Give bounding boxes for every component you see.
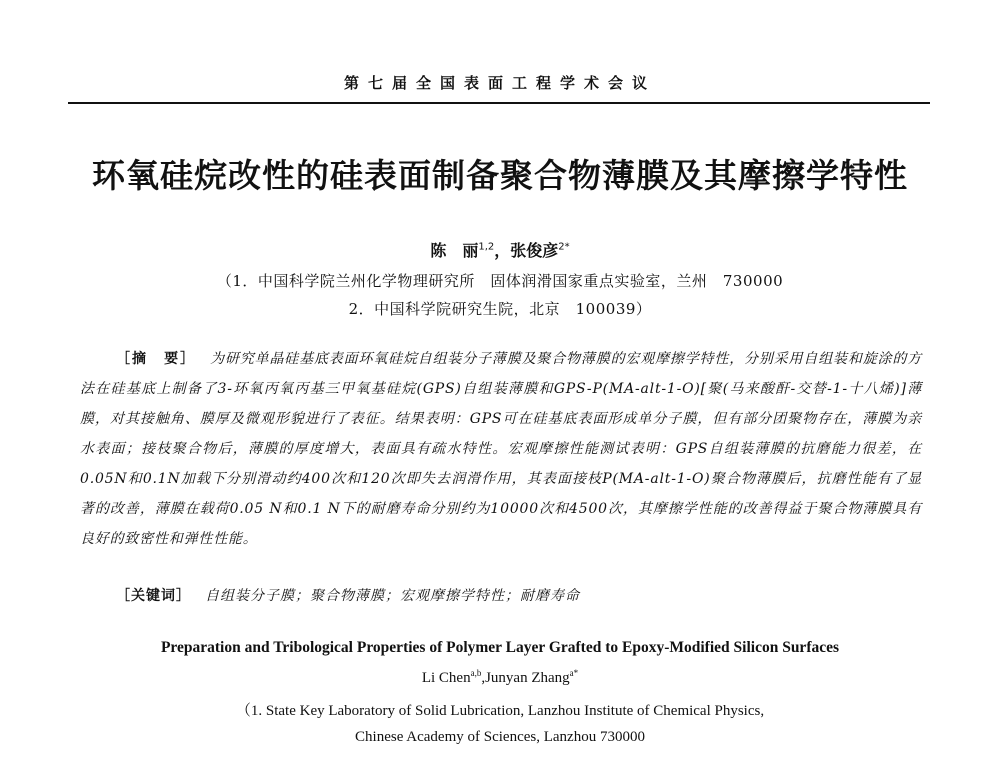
english-affiliation-line-1: （1. State Key Laboratory of Solid Lubrication, Lanzhou Institute of Chemical Physics, [235, 703, 765, 719]
english-author-name-1: Li Chen [421, 670, 471, 686]
author-affil-mark-1: 1,2 [478, 241, 495, 253]
english-title: Preparation and Tribological Properties of Polymer Layer Grafted to Epoxy-Modified Silicon Surfaces [160, 639, 840, 656]
header-rule [68, 102, 930, 104]
author-line [0, 238, 1000, 261]
english-author-line [0, 668, 1000, 687]
english-author-mark-1: a,b [470, 668, 482, 678]
affiliation-1: （1．中国科学院兰州化学物理研究所 固体润滑国家重点实验室，兰州 730000 [216, 272, 784, 290]
author-separator: ， [494, 241, 511, 260]
abstract [80, 344, 922, 554]
english-author-name-2: Junyan Zhang [485, 670, 570, 686]
english-author-separator: , [481, 670, 486, 686]
english-author-mark-2: a* [569, 668, 579, 678]
running-head: 第七届全国表面工程学术会议 [343, 74, 656, 92]
abstract-text: 为研究单晶硅基底表面环氧硅烷自组装分子薄膜及聚合物薄膜的宏观摩擦学特性，分别采用自组装和旋涂的方法在硅基底上制备了3-环氧丙氧丙基三甲氧基硅烷(GPS)自组装薄膜和GPS-P(MA-alt-1-O)[聚(马来酸酐-交替-1-十八烯)]薄膜，对其接触角、膜厚及微观形貌进行了表征。结果表明：GPS可在硅基底表面形成单分子膜，但有部分团聚物存在，薄膜为亲水表面；接枝聚合物后，薄膜的厚度增大，表面具有疏水特性。宏观摩擦性能测试表明：GPS自组装薄膜的抗磨能力很差，在0.05N和0.1N加载下分别滑动约400次和120次即失去润滑作用，其表面接枝P(MA-alt-1-O)聚合物薄膜后，抗磨性能有了显著的改善，薄膜在载荷0.05 N和0.1 N下的耐磨寿命分别约为10000次和4500次，其摩擦学性能的改善得益于聚合物薄膜具有良好的致密性和弹性性能。 [80, 351, 922, 547]
abstract-label: ［摘 要］ [116, 351, 197, 367]
author-name-2: 张俊彦 [510, 241, 559, 260]
affiliation-2: 2．中国科学院研究生院，北京 100039） [348, 300, 652, 318]
keywords [116, 585, 922, 605]
author-affil-mark-2: 2* [558, 241, 570, 253]
english-affiliation-line-2: Chinese Academy of Sciences, Lanzhou 730000 [355, 729, 645, 745]
paper-title: 环氧硅烷改性的硅表面制备聚合物薄膜及其摩擦学特性 [92, 156, 908, 195]
author-name-1: 陈 丽 [430, 241, 479, 260]
keywords-label: ［关键词］ [116, 588, 191, 604]
keywords-text: 自组装分子膜；聚合物薄膜；宏观摩擦学特性；耐磨寿命 [205, 588, 580, 604]
